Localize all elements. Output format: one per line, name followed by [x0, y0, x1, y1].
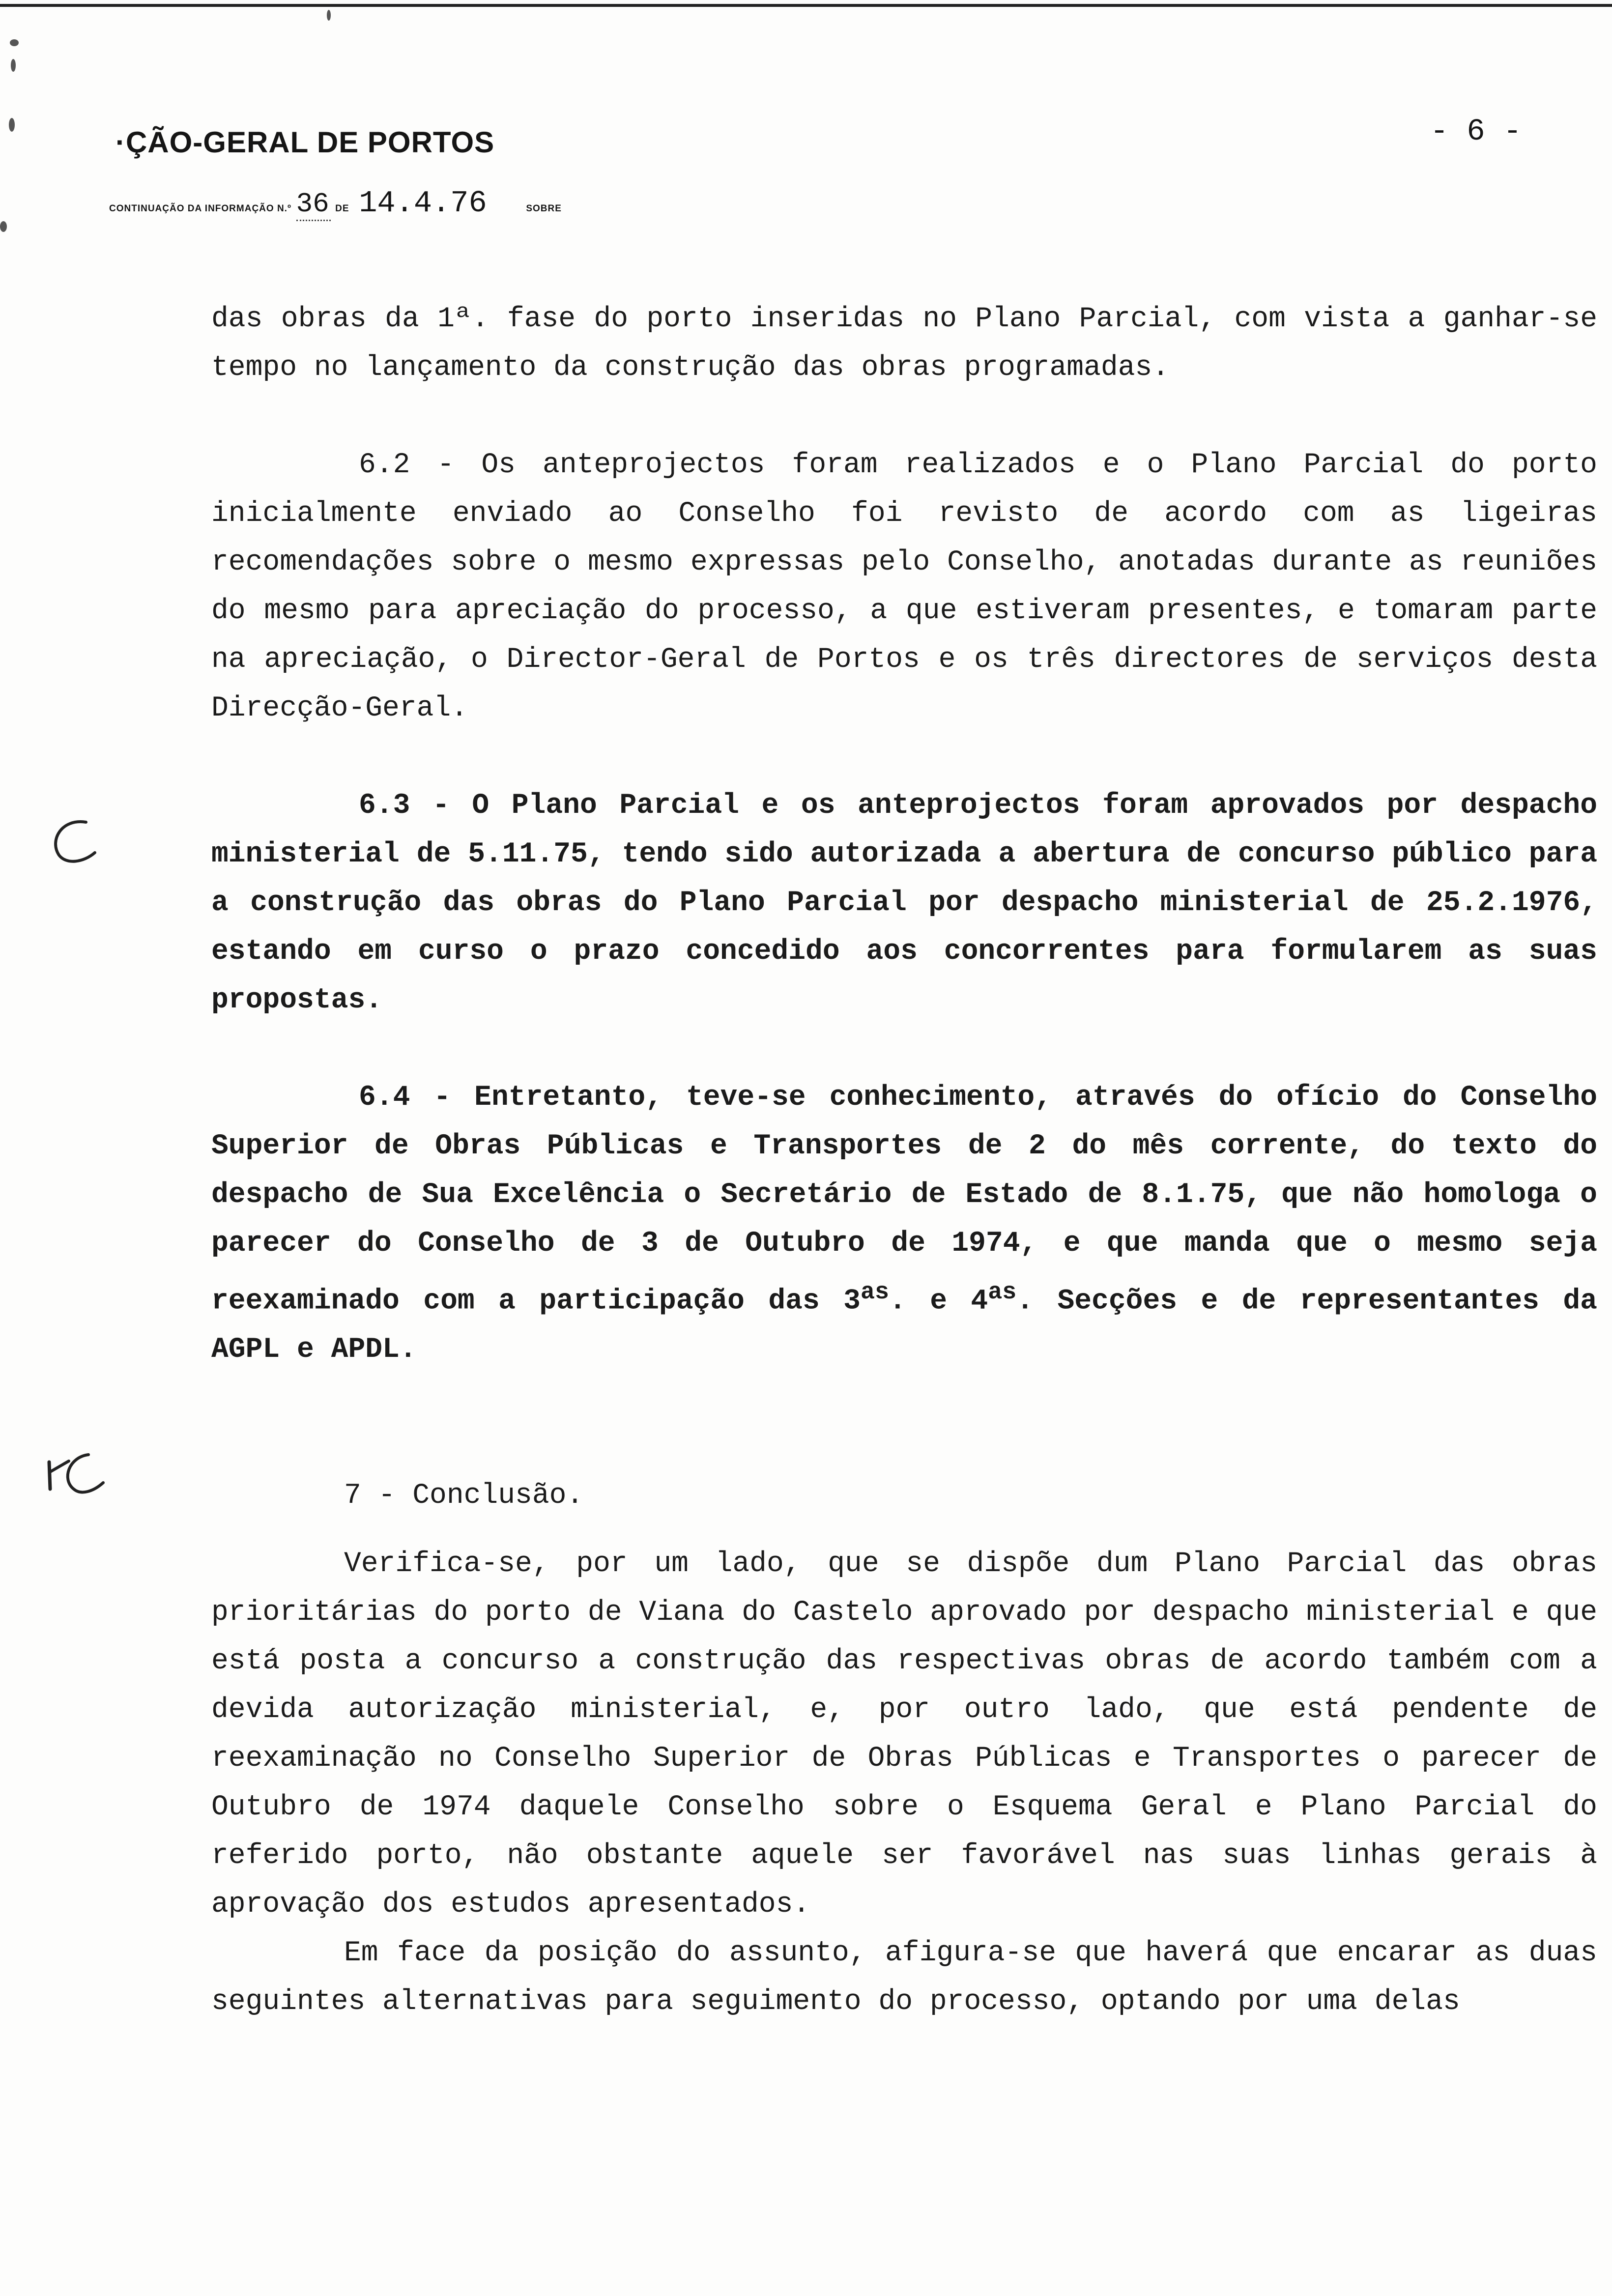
scan-speck: [0, 221, 7, 232]
paragraph-6-4-text-c: . Secções e de representantes da AGPL e APDL.: [211, 1285, 1597, 1366]
paragraph-7-1: Verifica-se, por um lado, que se dispõe dum Plano Parcial das obras prioritárias do porto de Viana do Castelo aprovado por despacho ministerial e que está posta a concurso a construção das respectivas obras de acordo também com a devida autorização ministerial, e, por outro lado, que está pendente de reexaminação no Conselho Superior de Obras Públicas e Transportes o parecer de Outubro de 1974 daquele Conselho sobre o Esquema Geral e Plano Parcial do referido porto, não obstante aquele ser favorável nas suas linhas gerais à aprovação dos estudos apresentados.: [211, 1548, 1597, 1921]
scan-speck: [327, 10, 331, 21]
paragraph-6-3: 6.3 - O Plano Parcial e os anteprojectos foram aprovados por despacho ministerial de 5.11.75, tendo sido autorizada a abertura de concurso público para a construção das obras do Plano Parcial por despacho ministerial de 25.2.1976, estando em curso o prazo concedido aos concorrentes para formularem as suas propostas.: [211, 790, 1597, 1016]
date-label: DE: [335, 203, 349, 214]
page-number: - 6 -: [1430, 114, 1522, 149]
superscript-as-1: as: [860, 1279, 889, 1306]
margin-check-mark-2: [34, 1442, 108, 1506]
paragraph-6-4: [211, 1073, 1597, 1374]
subject-label: SOBRE: [526, 203, 562, 214]
margin-check-mark-1: [47, 813, 101, 872]
paragraph-6-4-text-a: 6.4 - Entretanto, teve-se conhecimento, através do ofício do Conselho Superior de Obras Públicas e Transportes de 2 do mês corrente, do texto do despacho de Sua Excelência o Secretário de Estado de 8.1.75, que não homologa o parecer do Conselho de 3 de Outubro de 1974, e que manda que o mesmo seja reexaminado com a participação das 3: [211, 1082, 1597, 1318]
scan-speck: [10, 39, 19, 46]
letterhead-title: ·ÇÃO-GERAL DE PORTOS: [115, 126, 495, 159]
top-rule: [0, 4, 1612, 7]
section-heading-7: 7 - Conclusão.: [344, 1480, 584, 1512]
superscript-as-2: as: [988, 1279, 1017, 1306]
paragraph-7-2: Em face da posição do assunto, afigura-se que haverá que encarar as duas seguintes alternativas para seguimento do processo, optando por uma delas: [211, 1937, 1597, 2018]
paragraph-6-4-text-b: . e 4: [889, 1285, 988, 1318]
info-number: 36: [296, 188, 331, 221]
paragraph-continuation: das obras da 1ª. fase do porto inseridas no Plano Parcial, com vista a ganhar-se tempo no lançamento da construção das obras programadas.: [211, 303, 1597, 384]
paragraph-6-2: 6.2 - Os anteprojectos foram realizados e o Plano Parcial do porto inicialmente enviado ao Conselho foi revisto de acordo com as ligeiras recomendações sobre o mesmo expressas pelo Conselho, anotadas durante as reuniões do mesmo para apreciação do processo, a que estiveram presentes, e tomaram parte na apreciação, o Director-Geral de Portos e os três directores de serviços desta Direcção-Geral.: [211, 449, 1597, 724]
scan-speck: [11, 59, 16, 72]
body-text: [211, 295, 1597, 2026]
continuation-label: CONTINUAÇÃO DA INFORMAÇÃO N.º: [109, 203, 291, 214]
info-date: 14.4.76: [359, 186, 487, 221]
continuation-line: [109, 186, 562, 220]
scan-speck: [9, 118, 15, 132]
